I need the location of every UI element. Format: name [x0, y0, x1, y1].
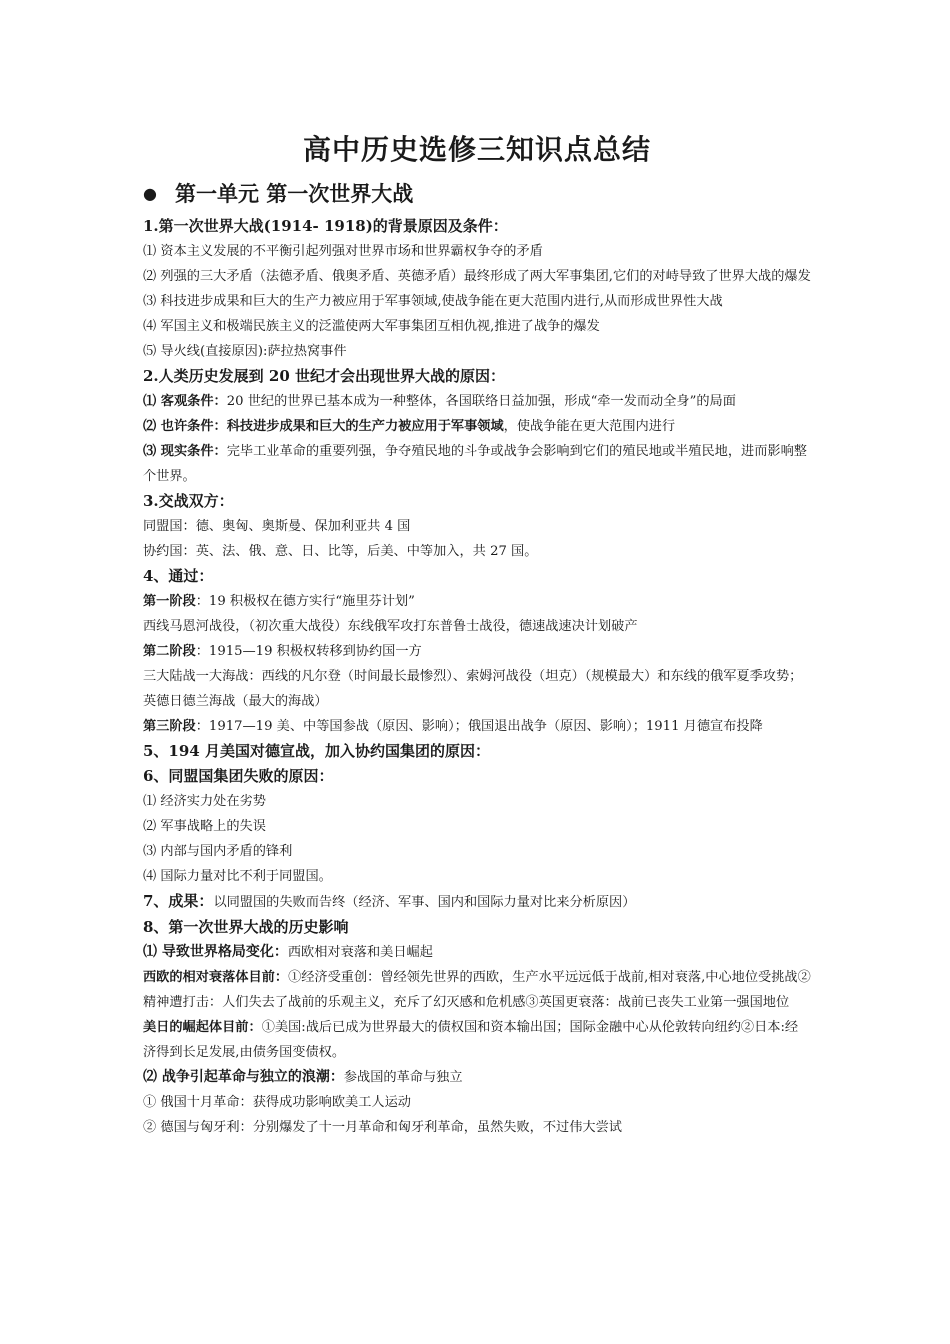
s4-phase-2-detail: 三大陆战一大海战：西线的凡尔登（时间最长最惨烈）、索姆河战役（坦克）（规模最大）和东线的俄军夏季攻势；英德日德兰海战（最大的海战）	[143, 669, 803, 709]
s4-phase-1-label: 第一阶段	[143, 594, 196, 609]
s8-us-japan-label: 美日的崛起体目前：	[143, 1020, 262, 1035]
s2-item-3-text: 完毕工业革命的重要列强，争夺殖民地的斗争或战争会影响到它们的殖民地或半殖民地，进而影响整个世界。	[143, 444, 807, 484]
unit-label: 第一单元 第一次世界大战	[175, 182, 414, 206]
s2-item-2-text: ，使战争能在更大范围内进行	[503, 419, 676, 434]
s4-phase-3	[143, 714, 811, 739]
s2-item-1-label: ⑴ 客观条件：	[143, 394, 227, 409]
s2-item-3-label: ⑶ 现实条件：	[143, 444, 227, 459]
section-1-heading: 1.第一次世界大战(1914- 1918)的背景原因及条件：	[143, 217, 508, 235]
s2-item-1-text: 20 世纪的世界已基本成为一种整体，各国联络日益加强，形成“牵一发而动全身”的局面	[226, 394, 736, 409]
document-title: 高中历史选修三知识点总结	[302, 133, 651, 166]
s4-phase-1-text: ：19 积极权在德方实行“施里芬计划”	[195, 594, 415, 609]
section-4-heading: 4、通过：	[143, 567, 214, 585]
section-5-heading: 5、194 月美国对德宣战，加入协约国集团的原因：	[143, 742, 490, 760]
s4-phase-2	[143, 639, 811, 664]
s8-list-item-1: ① 俄国十月革命：获得成功影响欧美工人运动	[143, 1095, 411, 1110]
s1-item-2: ⑵ 列强的三大矛盾（法德矛盾、俄奥矛盾、英德矛盾）最终形成了两大军事集团,它们的对峙导致了世界大战的爆发	[143, 269, 811, 284]
s8-point-2	[143, 1065, 811, 1090]
s8-us-japan-text: ①美国:战后已成为世界最大的债权国和资本输出国；国际金融中心从伦敦转向纽约②日本:经济得到长足发展,由债务国变债权。	[143, 1020, 799, 1060]
section-8-heading: 8、第一次世界大战的历史影响	[143, 918, 349, 936]
s8-point-1-label: ⑴ 导致世界格局变化：	[143, 944, 288, 960]
s8-western-europe-text: ①经济受重创：曾经领先世界的西欧，生产水平远远低于战前,相对衰落,中心地位受挑战②精神遭打击：人们失去了战前的乐观主义，充斥了幻灭感和危机感③英国更衰落：战前已丧失工业第一强国地位	[143, 970, 811, 1010]
s4-phase-2-label: 第二阶段	[143, 644, 196, 659]
s8-point-1	[143, 940, 811, 965]
s6-item-4: ⑷ 国际力量对比不利于同盟国。	[143, 869, 332, 884]
s6-item-3: ⑶ 内部与国内矛盾的锋利	[143, 844, 293, 859]
document-page	[143, 128, 811, 1140]
s4-phase-3-label: 第三阶段	[143, 719, 196, 734]
section-3-heading: 3.交战双方：	[143, 492, 234, 510]
section-7-text: 以同盟国的失败而告终（经济、军事、国内和国际力量对比来分析原因）	[213, 895, 636, 910]
s1-item-3: ⑶ 科技进步成果和巨大的生产力被应用于军事领域,使战争能在更大范围内进行,从而形成世界性大战	[143, 294, 723, 309]
s3-item-1: 同盟国：德、奥匈、奥斯曼、保加利亚共 4 国	[143, 519, 411, 534]
s8-western-europe-label: 西欧的相对衰落体目前：	[143, 970, 289, 985]
unit-heading	[143, 178, 811, 208]
section-7	[143, 889, 811, 915]
s8-point-2-text: 参战国的革命与独立	[343, 1070, 463, 1085]
s6-item-2: ⑵ 军事战略上的失误	[143, 819, 266, 834]
s4-phase-1	[143, 589, 811, 614]
bullet-icon: ●	[143, 183, 157, 203]
s8-western-europe	[143, 965, 811, 1015]
s2-item-2	[143, 414, 811, 439]
s1-item-4: ⑷ 军国主义和极端民族主义的泛滥使两大军事集团互相仇视,推进了战争的爆发	[143, 319, 600, 334]
section-6-heading: 6、同盟国集团失败的原因：	[143, 767, 334, 785]
s2-item-2-bold: 科技进步成果和巨大的生产力被应用于军事领域	[226, 419, 504, 434]
s2-item-1	[143, 389, 811, 414]
s8-point-2-label: ⑵ 战争引起革命与独立的浪潮：	[143, 1069, 344, 1085]
section-2-heading: 2.人类历史发展到 20 世纪才会出现世界大战的原因：	[143, 367, 505, 385]
s4-phase-1-detail: 西线马恩河战役，（初次重大战役）东线俄军攻打东普鲁士战役，德速战速决计划破产	[143, 619, 638, 634]
s1-item-5: ⑸ 导火线(直接原因):萨拉热窝事件	[143, 344, 347, 359]
s8-point-1-text: 西欧相对衰落和美日崛起	[287, 945, 433, 960]
s1-item-1: ⑴ 资本主义发展的不平衡引起列强对世界市场和世界霸权争夺的矛盾	[143, 244, 543, 259]
s8-list-item-2: ② 德国与匈牙利：分别爆发了十一月革命和匈牙利革命，虽然失败，不过伟大尝试	[143, 1120, 622, 1135]
s6-item-1: ⑴ 经济实力处在劣势	[143, 794, 266, 809]
s4-phase-3-text: ：1917—19 美、中等国参战（原因、影响）；俄国退出战争（原因、影响）；1911 月德宣布投降	[195, 719, 763, 734]
s8-us-japan	[143, 1015, 811, 1065]
section-7-heading: 7、成果：	[143, 892, 214, 910]
s2-item-3	[143, 439, 811, 489]
s3-item-2: 协约国：英、法、俄、意、日、比等，后美、中等加入，共 27 国。	[143, 544, 538, 559]
s2-item-2-label: ⑵ 也许条件：	[143, 419, 227, 434]
s4-phase-2-text: ：1915—19 积极权转移到协约国一方	[195, 644, 422, 659]
